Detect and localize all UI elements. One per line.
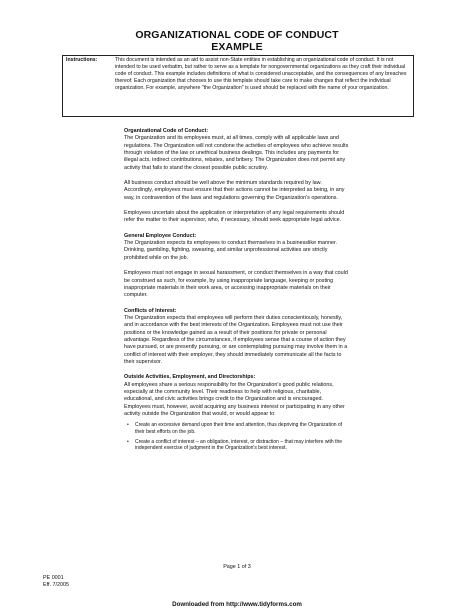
document-code xyxy=(43,575,69,589)
paragraph: Employees uncertain about the application or interpretation of any legal requirements should refer the matter to their supervisor, who, if necessary, should seek appropriate legal advice. xyxy=(124,210,345,224)
document-title: ORGANIZATIONAL CODE OF CONDUCT xyxy=(135,29,339,41)
section-code-of-conduct xyxy=(124,128,350,225)
instructions-label: Instructions: xyxy=(66,57,98,63)
paragraph: Employees must not engage in sexual harassment, or conduct themselves in a way that could be construed as such, for example, by using inappropriate language, keeping or posting inappropriate materials in their work area, or accessing inappropriate materials on their computer. xyxy=(124,270,348,299)
paragraph: The Organization and its employees must, at all times, comply with all applicable laws and regulations. The Organization will not condone the activities of employees who achieve results through violation of the law or unethical business dealings. This includes any payments for illegal acts, indirect contributions, rebates, and bribery. The Organization does not permit any activity that fails to stand the closest possible public scrutiny. xyxy=(124,135,349,171)
paragraph: The Organization expects its employees to conduct themselves in a businesslike manner. Drinking, gambling, fighting, swearing, and similar unprofessional activities are strictly prohibited while on the job. xyxy=(124,240,338,261)
bullet-list xyxy=(124,422,350,451)
list-item-text: Create a conflict of interest – an obligation, interest, or distraction – that may interfere with the independent exercise of judgment in the Organization's best interest. xyxy=(135,438,343,452)
bullet-icon: • xyxy=(127,422,129,429)
section-outside-activities xyxy=(124,374,350,451)
list-item-text: Create an excessive demand upon their time and attention, thus depriving the Organization of their best efforts on the job. xyxy=(135,422,343,435)
effective-date: Eff. 7/2005 xyxy=(43,581,69,588)
section-heading: Organizational Code of Conduct: xyxy=(124,128,209,134)
list-item xyxy=(124,439,350,452)
paragraph: The Organization expects that employees will perform their duties conscientiously, honestly, and in accordance with the best interests of the Organization. Employees must not use their positions or the knowledge gained as a result of their positions for private or personal advantage. Regardless of the circumstances, if employees sense that a course of action they have pursued, or are presently pursuing, or are contemplating pursuing may involve them in a conflict of interest with their employer, they should immediately communicate all the facts to their supervisor. xyxy=(124,314,348,365)
paragraph: All employees share a serious responsibility for the Organization's good public relations, especially at the community level. Their readiness to help with religious, charitable, educational, and civic activities brings credit to the Organization and is encouraged. Employees must, however, avoid acquiring any business interest or participating in any other activity outside the Organization that would, or would appear to: xyxy=(124,381,345,417)
instructions-text: This document is intended as an aid to assist non-State entities in establishing an organizational code of conduct. It is not intended to be used verbatim, but rather to serve as a template for nongovernmental organizations as they craft their individual code of conduct. This example includes definitions of what is considered unacceptable, and the consequences of any breaches thereof. Each organization that chooses to use this template should take care to make changes that reflect the individual organization. For example, anywhere "the Organization" is used should be replaced with the name of your organization. xyxy=(115,57,407,92)
document-subtitle: EXAMPLE xyxy=(211,41,263,53)
form-code: PE 0001 xyxy=(43,575,64,581)
section-conflicts-of-interest xyxy=(124,308,350,367)
section-heading: Outside Activities, Employment, and Directorships: xyxy=(124,374,256,381)
paragraph: All business conduct should be well above the minimum standards required by law. Accordingly, employees must ensure that their actions cannot be interpreted as being, in any way, in contravention of the laws and regulations governing the Organization's operations. xyxy=(124,180,345,201)
instructions-box xyxy=(62,55,414,117)
section-general-conduct xyxy=(124,233,350,300)
document-body xyxy=(124,128,350,455)
bullet-icon: • xyxy=(127,438,129,445)
page-number: Page 1 of 3 xyxy=(223,564,251,570)
section-heading: Conflicts of Interest: xyxy=(124,307,177,314)
download-link[interactable]: Downloaded from http://www.tidyforms.com xyxy=(172,601,302,608)
section-heading: General Employee Conduct: xyxy=(124,232,197,239)
list-item xyxy=(124,422,350,435)
